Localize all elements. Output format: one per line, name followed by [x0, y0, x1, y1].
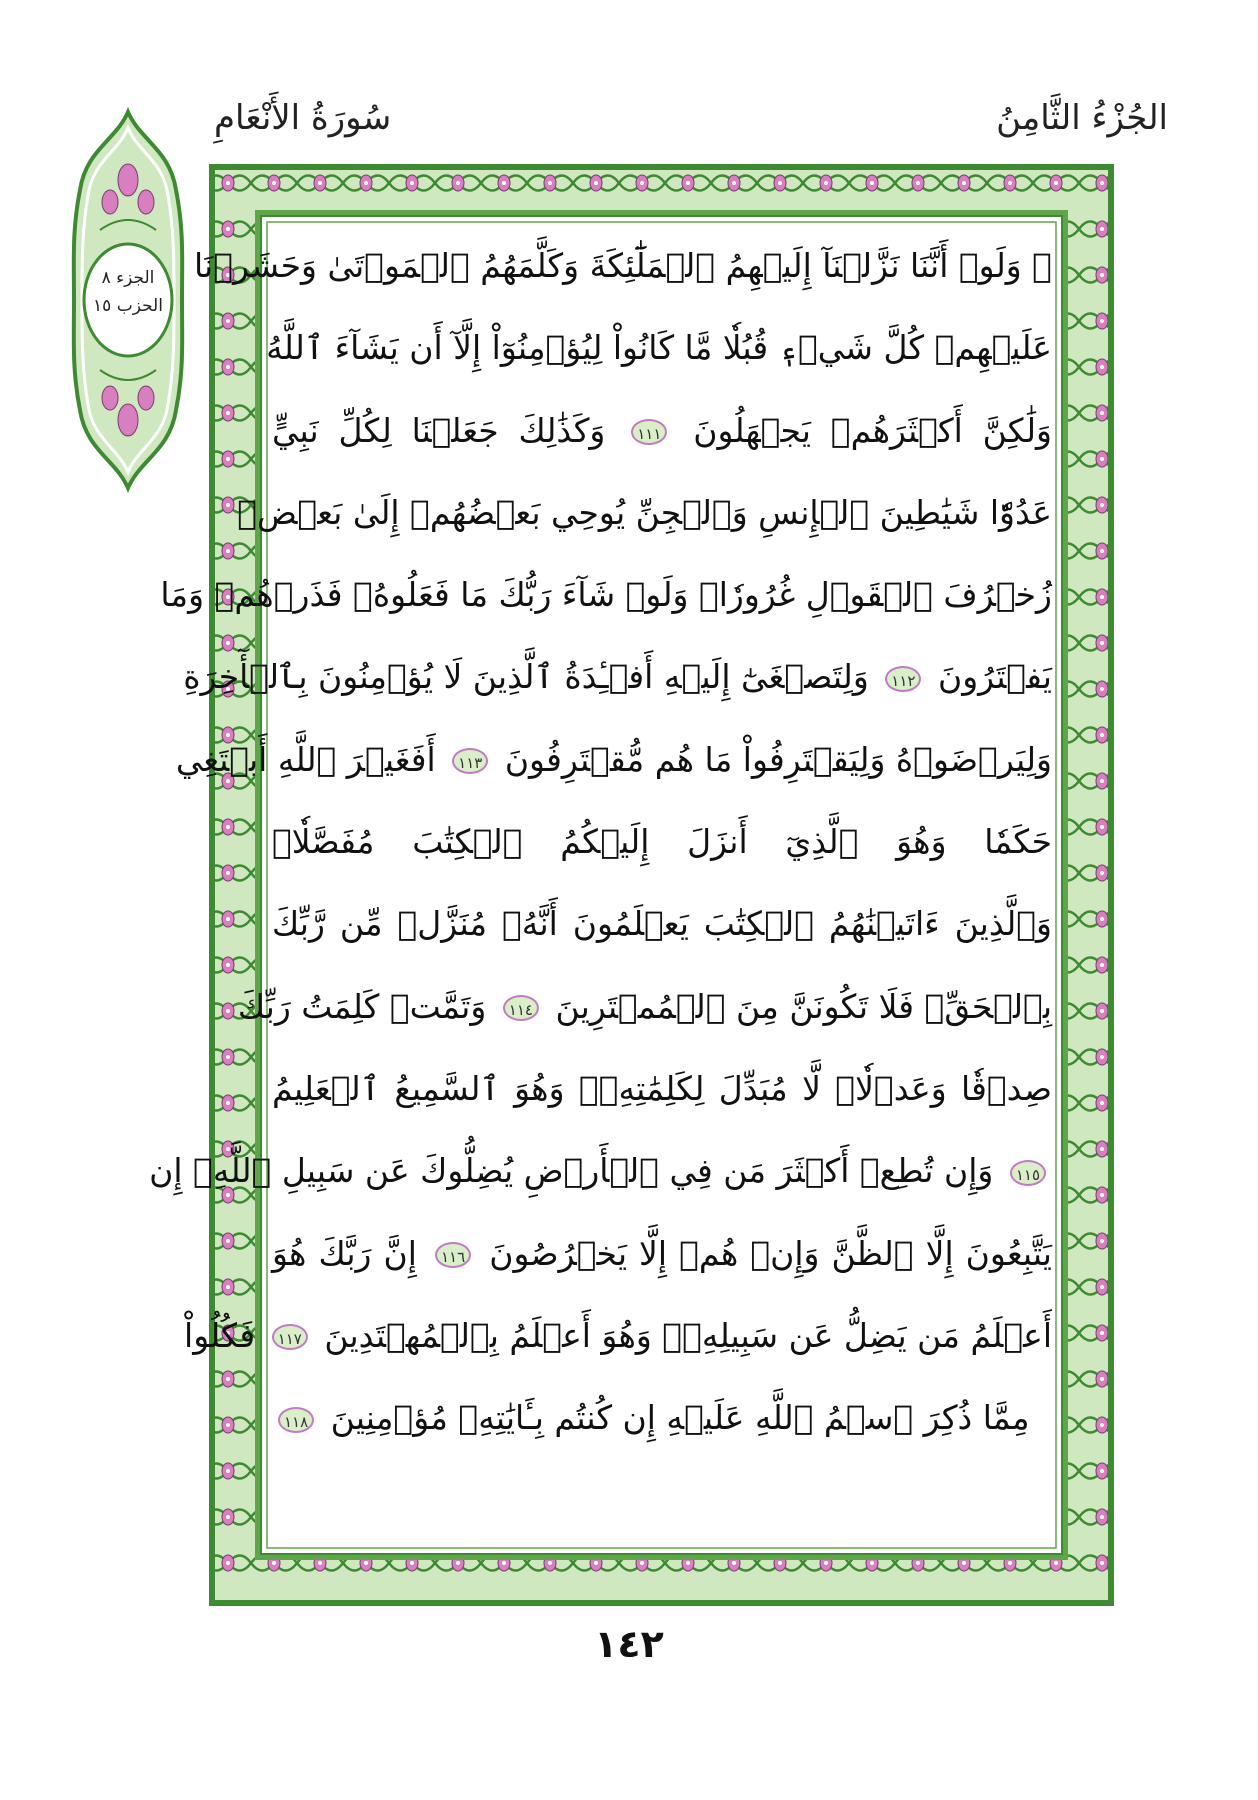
text-line: عَدُوّٗا شَيَٰطِينَ ٱلۡإِنسِ وَٱلۡجِنِّ يُوحِي بَعۡضُهُمۡ إِلَىٰ بَعۡضٖ [237, 492, 1052, 532]
juz-name-header: الجُزْءُ الثَّامِنُ [996, 98, 1168, 138]
ayah-number-marker: ١١٢ [885, 666, 921, 692]
juz-number-label: الجزء ٨ [101, 268, 155, 288]
ayah-number-marker: ١١١ [631, 419, 667, 445]
ayah-number-marker: ١١٨ [278, 1407, 314, 1433]
text-line: يَتَّبِعُونَ إِلَّا ٱلظَّنَّ وَإِنۡ هُمۡ إِلَّا يَخۡرُصُونَ ١١٦ إِنَّ رَبَّكَ هُوَ [272, 1233, 1052, 1273]
text-line: حَكَمٗا وَهُوَ ٱلَّذِيٓ أَنزَلَ إِلَيۡكُمُ ٱلۡكِتَٰبَ مُفَصَّلٗاۚ [272, 822, 1052, 862]
ayah-number-marker: ١١٦ [435, 1242, 471, 1268]
text-line: وَٱلَّذِينَ ءَاتَيۡنَٰهُمُ ٱلۡكِتَٰبَ يَعۡلَمُونَ أَنَّهُۥ مُنَزَّلٞ مِّن رَّبِّكَ [272, 904, 1052, 944]
text-line: بِٱلۡحَقِّۖ فَلَا تَكُونَنَّ مِنَ ٱلۡمُمۡتَرِينَ ١١٤ وَتَمَّتۡ كَلِمَتُ رَبِّكَ [237, 986, 1052, 1026]
text-line: وَلِيَرۡضَوۡهُ وَلِيَقۡتَرِفُواْ مَا هُم مُّقۡتَرِفُونَ ١١٣ أَفَغَيۡرَ ٱللَّهِ أَبۡتَغِي [175, 739, 1052, 779]
surah-name-header: سُورَةُ الأَنْعَامِ [214, 98, 392, 138]
text-line: زُخۡرُفَ ٱلۡقَوۡلِ غُرُورٗاۚ وَلَوۡ شَآءَ رَبُّكَ مَا فَعَلُوهُۖ فَذَرۡهُمۡ وَمَا [160, 575, 1052, 615]
ayah-number-marker: ١١٥ [1010, 1160, 1046, 1186]
ayah-number-marker: ١١٣ [452, 748, 488, 774]
text-line: يَفۡتَرُونَ ١١٢ وَلِتَصۡغَىٰٓ إِلَيۡهِ أَفۡـِٔدَةُ ٱلَّذِينَ لَا يُؤۡمِنُونَ بِٱلۡأٓخِرَةِ [183, 657, 1052, 697]
ayah-number-marker: ١١٧ [272, 1324, 308, 1350]
text-line: أَعۡلَمُ مَن يَضِلُّ عَن سَبِيلِهِۦۖ وَهُوَ أَعۡلَمُ بِٱلۡمُهۡتَدِينَ ١١٧ فَكُلُواْ [184, 1315, 1052, 1355]
text-line: مِمَّا ذُكِرَ ٱسۡمُ ٱللَّهِ عَلَيۡهِ إِن كُنتُم بِـَٔايَٰتِهِۦ مُؤۡمِنِينَ ١١٨ [272, 1377, 1052, 1459]
text-line: ۞ وَلَوۡ أَنَّنَا نَزَّلۡنَآ إِلَيۡهِمُ ٱلۡمَلَٰٓئِكَةَ وَكَلَّمَهُمُ ٱلۡمَوۡتَىٰ وَحَشَرۡنَا [193, 246, 1052, 285]
ayah-number-marker: ١١٤ [503, 995, 539, 1021]
quran-text-block [149, 225, 1052, 1543]
text-line: وَلَٰكِنَّ أَكۡثَرَهُمۡ يَجۡهَلُونَ ١١١ وَكَذَٰلِكَ جَعَلۡنَا لِكُلِّ نَبِيٍّ [272, 410, 1052, 450]
hizb-number-label: الحزب ١٥ [93, 296, 163, 316]
page-number: ١٤٢ [594, 1622, 664, 1666]
text-line: ١١٥ وَإِن تُطِعۡ أَكۡثَرَ مَن فِي ٱلۡأَرۡضِ يُضِلُّوكَ عَن سَبِيلِ ٱللَّهِۚ إِن [272, 1130, 1052, 1212]
text-line: صِدۡقٗا وَعَدۡلٗاۚ لَّا مُبَدِّلَ لِكَلِمَٰتِهِۦۚ وَهُوَ ٱلسَّمِيعُ ٱلۡعَلِيمُ [272, 1068, 1052, 1108]
text-line: عَلَيۡهِمۡ كُلَّ شَيۡءٖ قُبُلٗا مَّا كَانُواْ لِيُؤۡمِنُوٓاْ إِلَّآ أَن يَشَآءَ ٱللَّهُ [266, 328, 1052, 368]
